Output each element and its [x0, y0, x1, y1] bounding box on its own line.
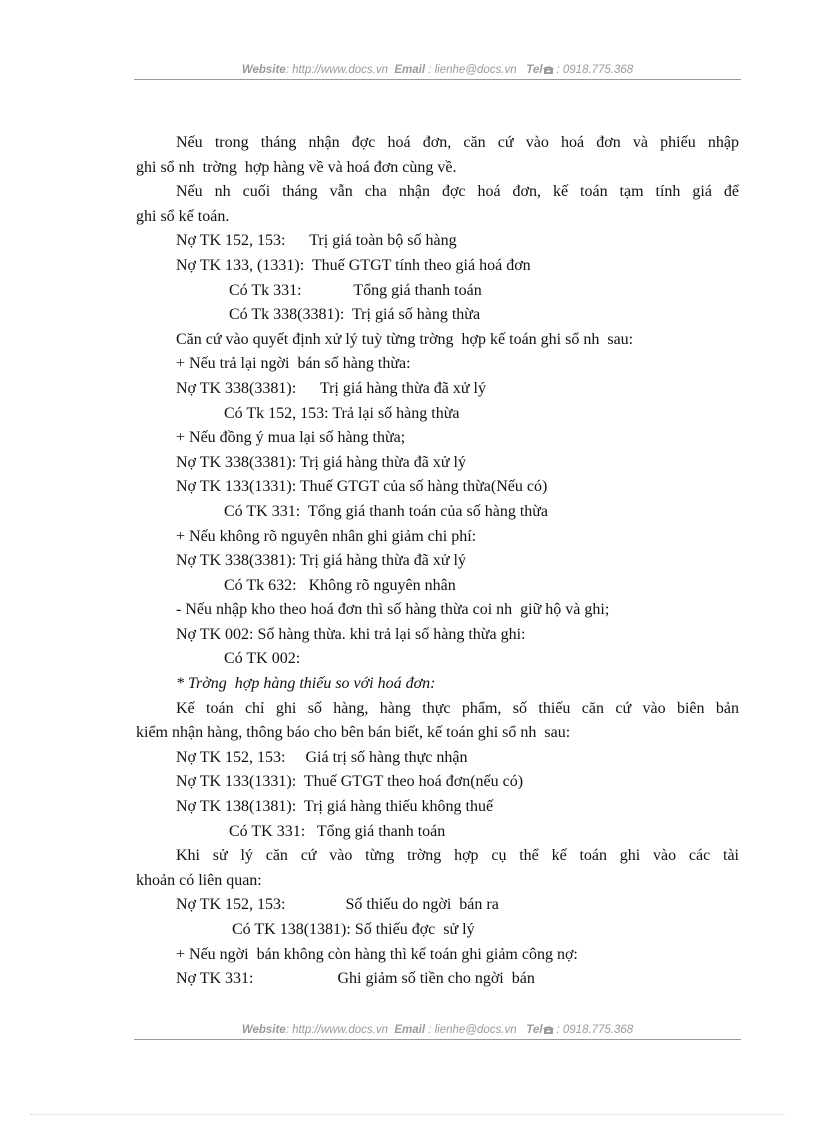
body-line: + Nếu ngời bán không còn hàng thì kế toán ghi giảm công nợ:	[176, 945, 578, 963]
body-line: + Nếu trả lại ngời bán số hàng thừa:	[176, 355, 411, 373]
footer-email-value: : lienhe@docs.vn	[425, 1024, 517, 1036]
body-line: Có TK 138(1381): Số thiếu đợc sử lý	[232, 921, 475, 938]
footer-website-label: Website	[241, 1024, 286, 1036]
body-line: Nợ TK 338(3381): Trị giá hàng thừa đã xử lý	[176, 453, 466, 471]
footer-tel-label: Tel	[526, 1024, 543, 1036]
body-line: Nợ TK 152, 153: Trị giá toàn bộ số hàng	[176, 232, 457, 250]
footer-email-label: Email	[394, 1024, 426, 1036]
body-line: khoản có liên quan:	[136, 871, 262, 889]
body-line: Nợ TK 152, 153: Số thiếu do ngời bán ra	[176, 896, 499, 914]
body-line: Có TK 002:	[224, 650, 301, 668]
body-line: Căn cứ vào quyết định xử lý tuỳ từng trờng hợp kế toán ghi sổ nh sau:	[176, 330, 634, 348]
body-line: Nợ TK 152, 153: Giá trị số hàng thực nhận	[176, 748, 468, 766]
body-line: Nợ TK 338(3381): Trị giá hàng thừa đã xử lý	[176, 552, 466, 570]
body-line: ghi sổ nh trờng hợp hàng về và hoá đơn cùng về.	[136, 158, 457, 176]
body-line: Nợ TK 133, (1331): Thuế GTGT tính theo giá hoá đơn	[176, 256, 531, 274]
header-tel-label: Tel	[526, 64, 543, 76]
body-line: Có Tk 152, 153: Trả lại số hàng thừa	[224, 404, 460, 422]
body-line: Nếu trong tháng nhận đợc hoá đơn, căn cứ vào hoá đơn và phiếu nhập	[176, 134, 739, 151]
body-line: Có TK 331: Tổng giá thanh toán	[229, 822, 446, 840]
header-tel-value: : 0918.775.368	[556, 64, 634, 76]
body-line: + Nếu đồng ý mua lại số hàng thừa;	[176, 429, 406, 447]
body-line: Có Tk 331: Tổng giá thanh toán	[229, 281, 482, 299]
header-email-label: Email	[394, 64, 426, 76]
body-line: Nợ TK 331: Ghi giảm số tiền cho ngời bán	[176, 970, 535, 988]
header-website-label: Website	[241, 64, 286, 76]
section-heading: * Trờng hợp hàng thiếu so với hoá đơn:	[176, 675, 436, 693]
body-line: ghi sổ kế toán.	[136, 207, 230, 225]
footer-website-value: : http://www.docs.vn	[285, 1024, 388, 1036]
body-line: Nợ TK 138(1381): Trị giá hàng thiếu không thuế	[176, 798, 494, 816]
phone-icon	[543, 65, 554, 74]
body-line: Nợ TK 002: Số hàng thừa. khi trả lại số hàng thừa ghi:	[176, 625, 526, 643]
header-email-value: : lienhe@docs.vn	[425, 64, 517, 76]
body-line: Khi sử lý căn cứ vào từng trờng hợp cụ thể kế toán ghi vào các tài	[176, 847, 739, 865]
page-footer	[134, 1024, 741, 1040]
footer-tel-value: : 0918.775.368	[556, 1024, 634, 1036]
page-bottom-divider	[30, 1114, 786, 1115]
body-line: kiểm nhận hàng, thông báo cho bên bán biết, kế toán ghi sổ nh sau:	[136, 724, 571, 742]
body-line: Nợ TK 338(3381): Trị giá hàng thừa đã xử lý	[176, 379, 486, 397]
body-line: Nếu nh cuối tháng vẫn cha nhận đợc hoá đơn, kế toán tạm tính giá để	[176, 183, 739, 201]
body-line: Có TK 331: Tổng giá thanh toán của số hàng thừa	[224, 502, 549, 520]
body-line: Có Tk 632: Không rõ nguyên nhân	[224, 576, 456, 594]
document-body	[136, 131, 739, 992]
body-line: + Nếu không rõ nguyên nhân ghi giảm chi phí:	[176, 527, 477, 545]
header-website-value: : http://www.docs.vn	[285, 64, 388, 76]
page-header	[134, 64, 741, 80]
phone-icon	[543, 1025, 554, 1034]
body-line: - Nếu nhập kho theo hoá đơn thì số hàng thừa coi nh giữ hộ và ghi;	[176, 601, 610, 619]
body-line: Có Tk 338(3381): Trị giá số hàng thừa	[229, 306, 481, 324]
body-line: Nợ TK 133(1331): Thuế GTGT theo hoá đơn(nếu có)	[176, 773, 524, 791]
body-line: Nợ TK 133(1331): Thuế GTGT của số hàng thừa(Nếu có)	[176, 478, 548, 496]
body-line: Kế toán chỉ ghi số hàng, hàng thực phẩm, số thiếu căn cứ vào biên bản	[176, 699, 739, 717]
